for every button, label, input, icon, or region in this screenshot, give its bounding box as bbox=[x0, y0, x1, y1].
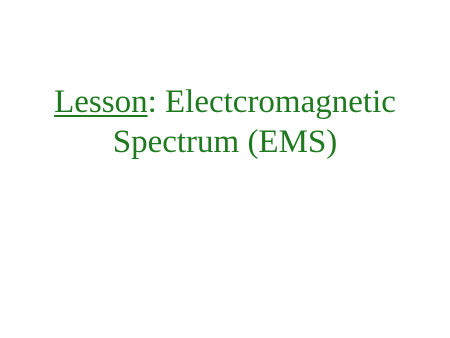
title-line1-rest: : Electcromagnetic bbox=[147, 84, 396, 120]
slide-title bbox=[0, 82, 450, 162]
title-line2: Spectrum (EMS) bbox=[112, 124, 338, 160]
title-lesson-word: Lesson bbox=[54, 84, 148, 120]
